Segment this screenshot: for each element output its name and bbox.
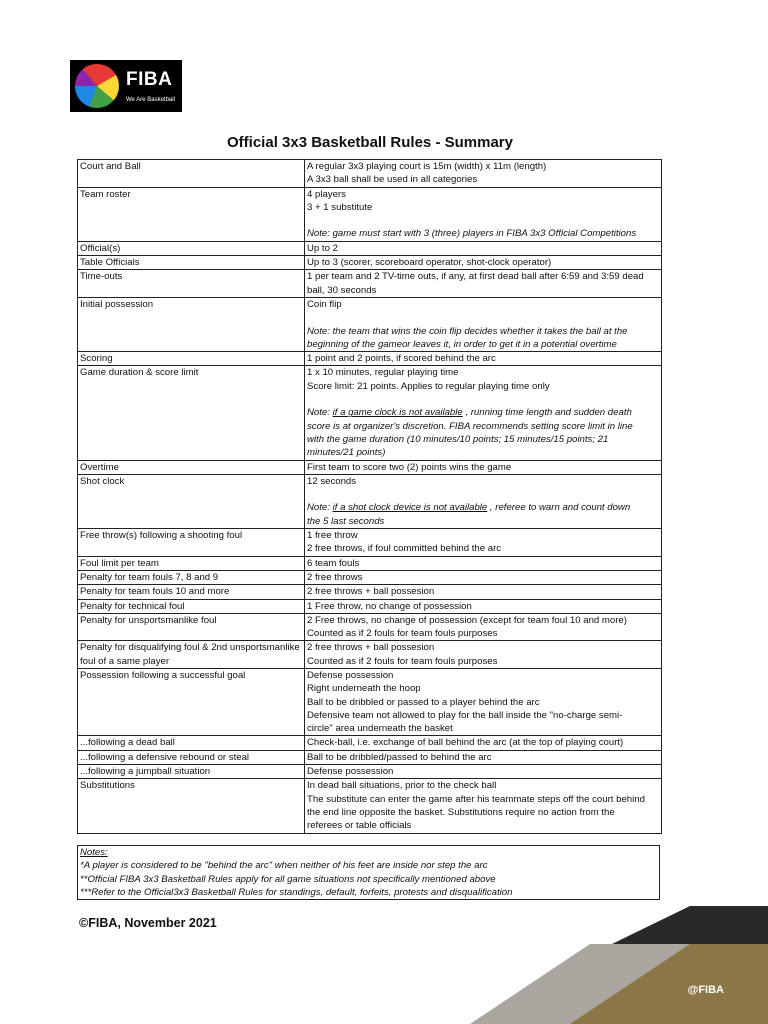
rule-line: circle" area underneath the basket bbox=[307, 723, 453, 735]
rule-line: 1 per team and 2 TV-time outs, if any, at first dead ball after 6:59 and 3:59 dead bbox=[307, 271, 644, 283]
note-item: ***Refer to the Official3x3 Basketball Rules for standings, default, forfeits, protests and disqualification bbox=[80, 886, 513, 898]
rule-line: 1 point and 2 points, if scored behind the arc bbox=[307, 353, 496, 365]
social-handle: @FIBA bbox=[687, 984, 724, 996]
rule-line: Defensive team not allowed to play for the ball inside the "no-charge semi- bbox=[307, 709, 623, 721]
rule-line: Right underneath the hoop bbox=[307, 683, 421, 695]
rule-label: Penalty for team fouls 7, 8 and 9 bbox=[78, 570, 305, 584]
rule-label: Court and Ball bbox=[78, 160, 305, 188]
rule-line: Defense possession bbox=[307, 766, 394, 778]
rule-line: Ball to be dribbled or passed to a player behind the arc bbox=[307, 696, 540, 708]
line-text: , running time length and sudden death bbox=[462, 407, 632, 419]
rule-line: ball, 30 seconds bbox=[307, 284, 377, 296]
note-item: *A player is considered to be "behind the arc" when neither of his feet are inside nor step the arc bbox=[80, 860, 488, 872]
rule-line: 2 free throws + ball possesion bbox=[307, 586, 435, 598]
rule-label: Foul limit per team bbox=[78, 556, 305, 570]
rule-line: Up to 3 (scorer, scoreboard operator, shot-clock operator) bbox=[307, 257, 552, 269]
rule-line: 1 free throw bbox=[307, 530, 358, 542]
rule-label: Penalty for unsportsmanlike foul bbox=[78, 613, 305, 641]
rule-line: Counted as if 2 fouls for team fouls purposes bbox=[307, 655, 498, 667]
notes-heading: Notes: bbox=[80, 847, 108, 858]
rule-label: Team roster bbox=[78, 187, 305, 241]
copyright-footer: ©FIBA, November 2021 bbox=[79, 916, 217, 930]
rule-label: Possession following a successful goal bbox=[78, 668, 305, 735]
rule-label: Table Officials bbox=[78, 256, 305, 270]
rule-line: 1 x 10 minutes, regular playing time bbox=[307, 367, 459, 379]
rule-label: Penalty for technical foul bbox=[78, 599, 305, 613]
rule-line: Counted as if 2 fouls for team fouls purposes bbox=[307, 628, 498, 640]
rule-line: 4 players bbox=[307, 188, 346, 200]
line-text: , referee to warn and count down bbox=[487, 502, 631, 514]
dark-band bbox=[612, 906, 768, 944]
rule-line: minutes/21 points) bbox=[307, 447, 386, 459]
rule-label: Penalty for team fouls 10 and more bbox=[78, 585, 305, 599]
rule-label: ...following a dead ball bbox=[78, 736, 305, 750]
rule-line: In dead ball situations, prior to the check ball bbox=[307, 780, 497, 792]
rule-label: Penalty for disqualifying foul & 2nd unsportsmanlike foul of a same player bbox=[78, 641, 305, 669]
rule-line: the 5 last seconds bbox=[307, 515, 385, 527]
rule-label: Scoring bbox=[78, 352, 305, 366]
note-item: **Official FIBA 3x3 Basketball Rules apply for all game situations not specifically mentioned above bbox=[80, 873, 496, 885]
rule-line: the end line opposite the basket. Substitutions require no action from the bbox=[307, 806, 615, 818]
logo-brand: FIBA bbox=[126, 68, 173, 90]
document-title: Official 3x3 Basketball Rules - Summary bbox=[227, 134, 513, 151]
rule-line: score is at organizer's discretion. FIBA recommends setting score limit in line bbox=[307, 420, 633, 432]
logo-tagline: We Are Basketball bbox=[126, 96, 175, 103]
rule-label: ...following a jumpball situation bbox=[78, 765, 305, 779]
rule-line: 2 free throws + ball possesion bbox=[307, 642, 435, 654]
rule-line: Defense possession bbox=[307, 669, 394, 681]
rule-line: 12 seconds bbox=[307, 475, 357, 487]
rule-line: A 3x3 ball shall be used in all categories bbox=[307, 174, 478, 186]
rule-line: 2 free throws, if foul committed behind the arc bbox=[307, 543, 502, 555]
underlined-text: if a shot clock device is not available bbox=[332, 502, 488, 514]
rule-line: Note: game must start with 3 (three) players in FIBA 3x3 Official Competitions bbox=[307, 228, 637, 240]
rule-line: 2 Free throws, no change of possession (except for team foul 10 and more) bbox=[307, 614, 627, 626]
rule-line: First team to score two (2) points wins the game bbox=[307, 461, 512, 473]
note-prefix: Note: bbox=[307, 407, 333, 419]
rule-line: A regular 3x3 playing court is 15m (width) x 11m (length) bbox=[307, 161, 547, 172]
rule-label: Initial possession bbox=[78, 297, 305, 351]
rule-label: Substitutions bbox=[78, 779, 305, 833]
rule-label: Game duration & score limit bbox=[78, 366, 305, 460]
rule-line: Up to 2 bbox=[307, 242, 338, 254]
underlined-text: if a game clock is not available bbox=[332, 407, 463, 419]
rule-line: 2 free throws bbox=[307, 571, 363, 583]
rule-line: referees or table officials bbox=[307, 820, 412, 832]
rule-label: Free throw(s) following a shooting foul bbox=[78, 529, 305, 557]
rule-line: 3 + 1 substitute bbox=[307, 201, 373, 213]
rule-line: Note: the team that wins the coin flip decides whether it takes the ball at the bbox=[307, 325, 628, 337]
rule-line: 6 team fouls bbox=[307, 557, 360, 569]
rule-label: Shot clock bbox=[78, 474, 305, 528]
rule-label: Official(s) bbox=[78, 241, 305, 255]
rule-line: beginning of the gameor leaves it, in order to get it in a potential overtime bbox=[307, 338, 617, 350]
rule-line: 1 Free throw, no change of possession bbox=[307, 600, 472, 612]
rule-line: Coin flip bbox=[307, 298, 342, 310]
rule-line: with the game duration (10 minutes/10 points; 15 minutes/15 points; 21 bbox=[307, 433, 609, 445]
rule-line: The substitute can enter the game after his teammate steps off the court behind bbox=[307, 793, 645, 805]
rule-label: ...following a defensive rebound or steal bbox=[78, 750, 305, 764]
rule-line: Check-ball, i.e. exchange of ball behind the arc (at the top of playing court) bbox=[307, 737, 624, 749]
rule-line: Ball to be dribbled/passed to behind the arc bbox=[307, 751, 492, 763]
rule-label: Overtime bbox=[78, 460, 305, 474]
note-prefix: Note: bbox=[307, 502, 333, 514]
rule-label: Time-outs bbox=[78, 270, 305, 298]
rule-line: Score limit: 21 points. Applies to regular playing time only bbox=[307, 380, 550, 392]
